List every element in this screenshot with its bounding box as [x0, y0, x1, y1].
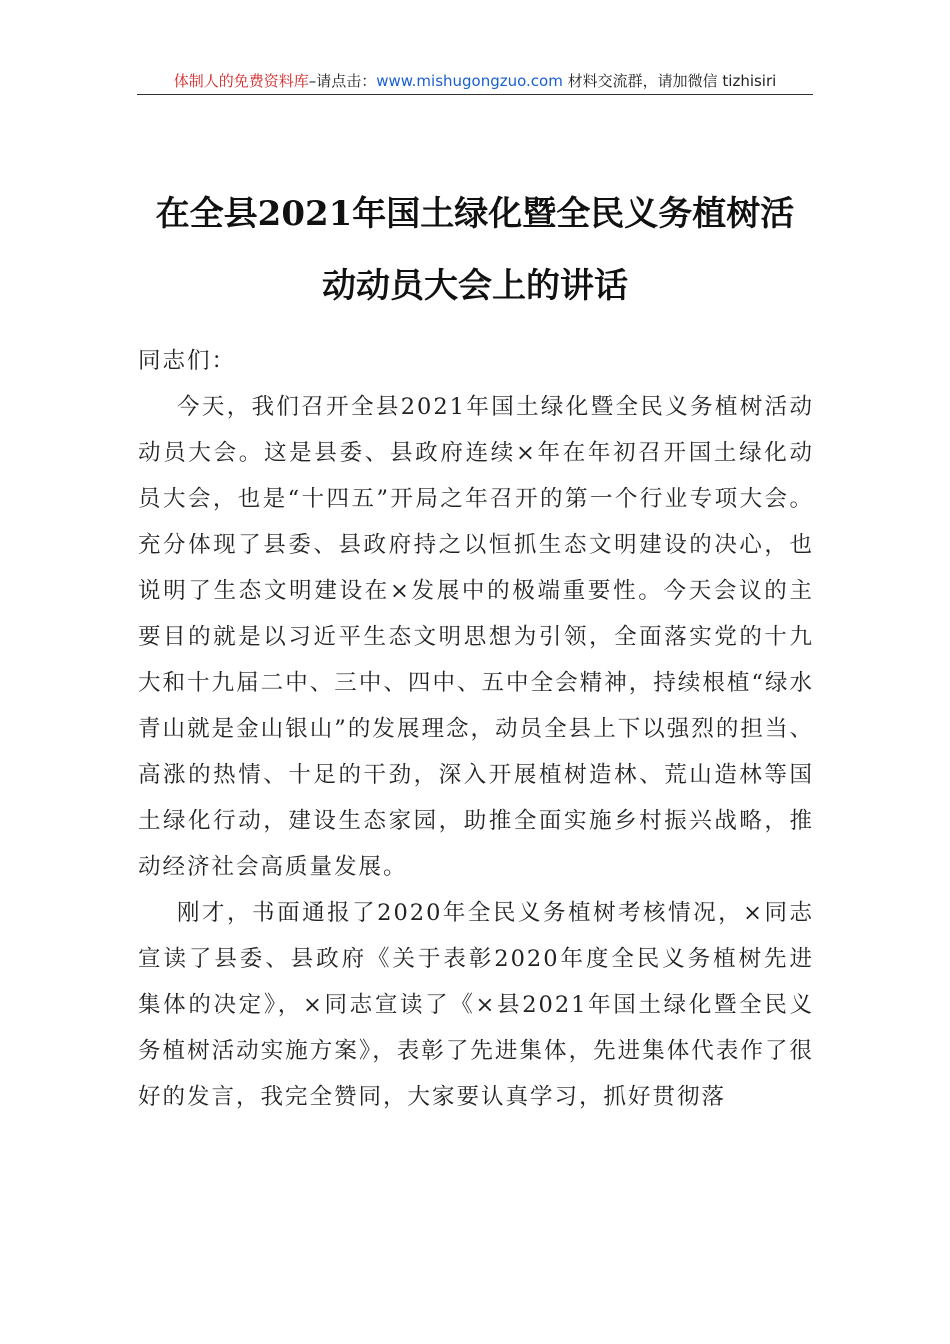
header-brand: 体制人的免费资料库 — [173, 72, 309, 90]
header-contact-text: 材料交流群，请加微信 tizhisiri — [562, 72, 777, 90]
document-title-line-2: 动动员大会上的讲话 — [322, 266, 628, 306]
header-url-link[interactable]: www.mishugongzuo.com — [376, 72, 563, 90]
paragraph-1: 今天，我们召开全县2021年国土绿化暨全民义务植树活动动员大会。这是县委、县政府连续×年在年初召开国土绿化动员大会，也是“十四五”开局之年召开的第一个行业专项大会。充分体现了县委、县政府持之以恒抓生态文明建设的决心，也说明了生态文明建设在×发展中的极端重要性。今天会议的主要目的就是以习近平生态文明思想为引领，全面落实党的十九大和十九届二中、三中、四中、五中全会精神，持续根植“绿水青山就是金山银山”的发展理念，动员全县上下以强烈的担当、高涨的热情、十足的干劲，深入开展植树造林、荒山造林等国土绿化行动，建设生态家园，助推全面实施乡村振兴战略，推动经济社会高质量发展。 — [138, 394, 814, 880]
page-header — [137, 70, 813, 95]
document-title-line-1: 在全县2021年国土绿化暨全民义务植树活 — [155, 194, 795, 234]
paragraph-2: 刚才，书面通报了2020年全民义务植树考核情况，×同志宣读了县委、县政府《关于表彰2020年度全民义务植树先进集体的决定》，×同志宣读了《×县2021年国土绿化暨全民义务植树活动实施方案》，表彰了先进集体，先进集体代表作了很好的发言，我完全赞同，大家要认真学习，抓好贯彻落 — [138, 900, 814, 1110]
document-body — [138, 338, 814, 1120]
salutation: 同志们： — [138, 348, 237, 374]
header-separator: –请点击： — [308, 72, 377, 90]
